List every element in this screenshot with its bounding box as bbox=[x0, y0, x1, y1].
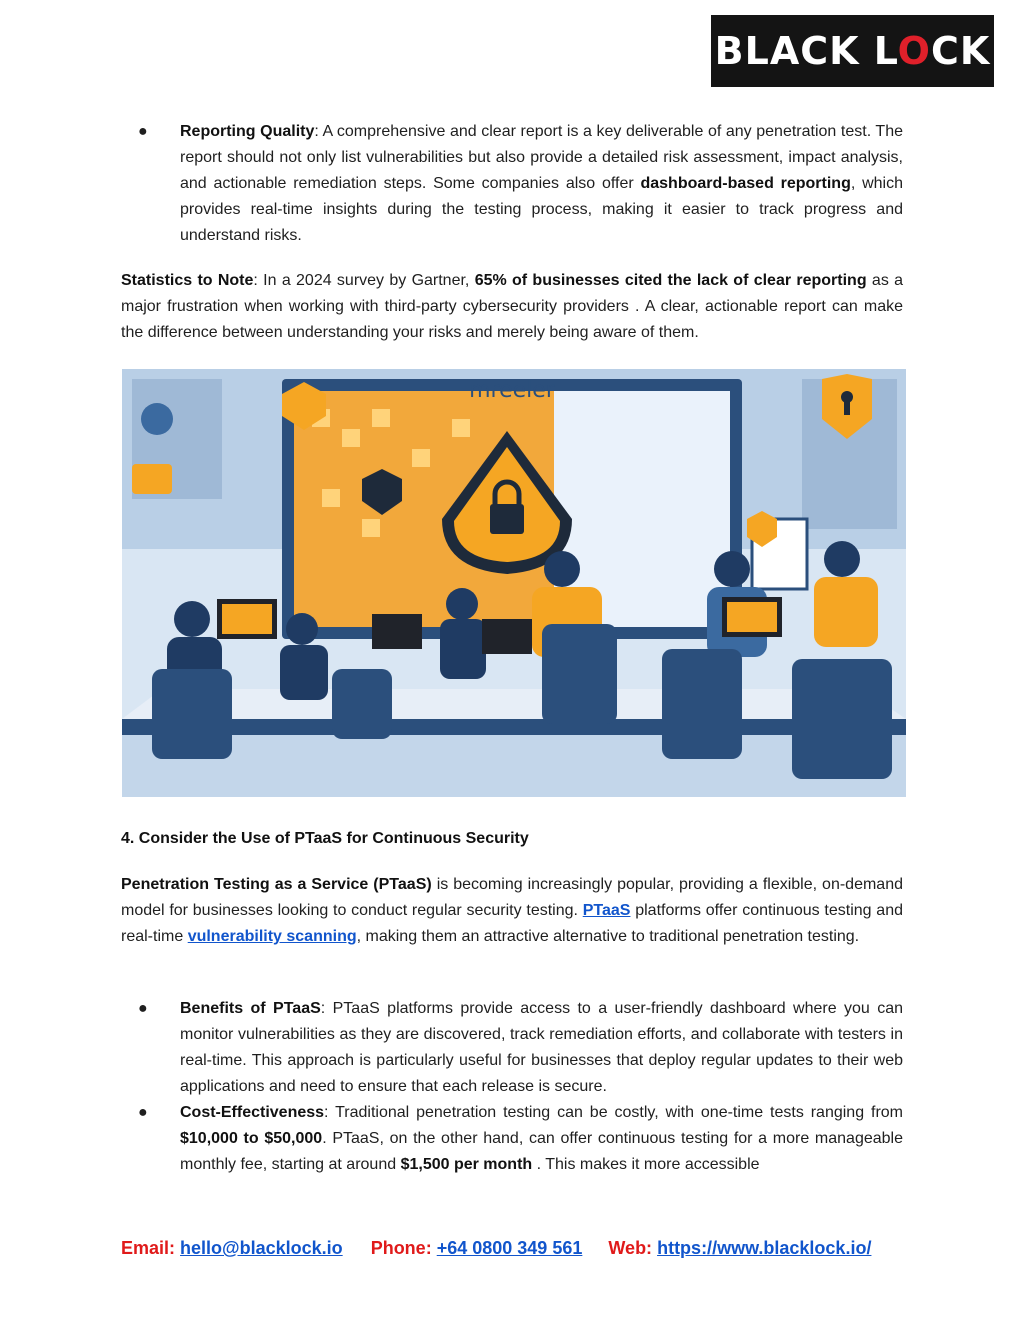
logo-text bbox=[715, 15, 991, 87]
logo-text-left: BLACK L bbox=[714, 29, 898, 73]
ptaas-paragraph bbox=[121, 872, 903, 950]
stats-text: : In a 2024 survey by Gartner, bbox=[253, 272, 475, 289]
web-link[interactable]: https://www.blacklock.io/ bbox=[657, 1238, 872, 1258]
stats-text: as a major frustration when working with third-party cybersecurity providers . A clear, actionable report can make the difference between understanding your risks and merely being aware of them. bbox=[121, 272, 904, 341]
ptaas-text: is becoming increasingly popular, providing a flexible, on-demand model for businesses looking to conduct regular security testing. bbox=[121, 876, 904, 919]
bullet-title: Cost-Effectiveness bbox=[180, 1104, 325, 1121]
phone-link[interactable]: +64 0800 349 561 bbox=[436, 1238, 583, 1258]
blacklock-logo bbox=[711, 15, 994, 87]
ptaas-bold: Penetration Testing as a Service (PTaaS) bbox=[121, 876, 432, 893]
logo-text-right: CK bbox=[930, 29, 991, 73]
ptaas-link[interactable]: PTaaS bbox=[582, 902, 631, 919]
bullet-text: , which provides real-time insights during the testing process, making it easier to track progress and understand risks. bbox=[180, 175, 903, 244]
contact-footer bbox=[121, 1235, 871, 1261]
stats-label: Statistics to Note bbox=[121, 272, 254, 289]
email-link[interactable]: hello@blacklock.io bbox=[180, 1238, 343, 1258]
stats-bold: 65% of businesses cited the lack of clear reporting bbox=[474, 272, 867, 289]
ptaas-text: , making them an attractive alternative to traditional penetration testing. bbox=[356, 928, 860, 945]
bullet-text: : A comprehensive and clear report is a key deliverable of any penetration test. The report should not only list vulnerabilities but also provide a detailed risk assessment, impact analysis, and actionable remediation steps. Some companies also offer bbox=[180, 123, 903, 192]
bullet-text: : PTaaS platforms provide access to a user-friendly dashboard where you can monitor vulnerabilities as they are discovered, track remediation efforts, and collaborate with testers in real-time. This approach is particularly useful for businesses that deploy regular updates to their web applications and need to ensure that each release is secure. bbox=[180, 1000, 904, 1095]
vulnerability-scanning-link[interactable]: vulnerability scanning bbox=[187, 928, 357, 945]
bullet-dot: ● bbox=[138, 123, 148, 140]
phone-label: Phone: bbox=[370, 1238, 432, 1258]
bullet-title: Benefits of PTaaS bbox=[180, 1000, 321, 1017]
bullet-cost-effectiveness bbox=[138, 1100, 904, 1178]
bullet-bold: $1,500 per month bbox=[400, 1156, 533, 1173]
bullet-dot: ● bbox=[138, 1000, 148, 1017]
bullet-bold: $10,000 to $50,000 bbox=[180, 1130, 323, 1147]
bullet-text: : Traditional penetration testing can be costly, with one-time tests ranging from bbox=[324, 1104, 903, 1121]
bullet-text: . This makes it more accessible bbox=[532, 1156, 760, 1173]
statistics-paragraph bbox=[121, 268, 903, 346]
bullet-bold: dashboard-based reporting bbox=[640, 175, 851, 192]
web-label: Web: bbox=[608, 1238, 653, 1258]
bullet-reporting-quality bbox=[138, 119, 903, 249]
email-label: Email: bbox=[121, 1238, 176, 1258]
screen-caption: mreeler bbox=[469, 378, 555, 403]
lock-icon: O bbox=[897, 29, 931, 73]
bullet-dot: ● bbox=[138, 1104, 148, 1121]
bullet-text: . PTaaS, on the other hand, can offer continuous testing for a more manageable monthly fee, starting at around bbox=[180, 1130, 904, 1173]
bullet-title: Reporting Quality bbox=[180, 123, 315, 140]
security-team-illustration bbox=[122, 369, 906, 797]
ptaas-text: platforms offer continuous testing and real-time bbox=[121, 902, 903, 945]
bullet-benefits bbox=[138, 996, 904, 1100]
section-heading: 4. Consider the Use of PTaaS for Continuous Security bbox=[121, 830, 529, 847]
